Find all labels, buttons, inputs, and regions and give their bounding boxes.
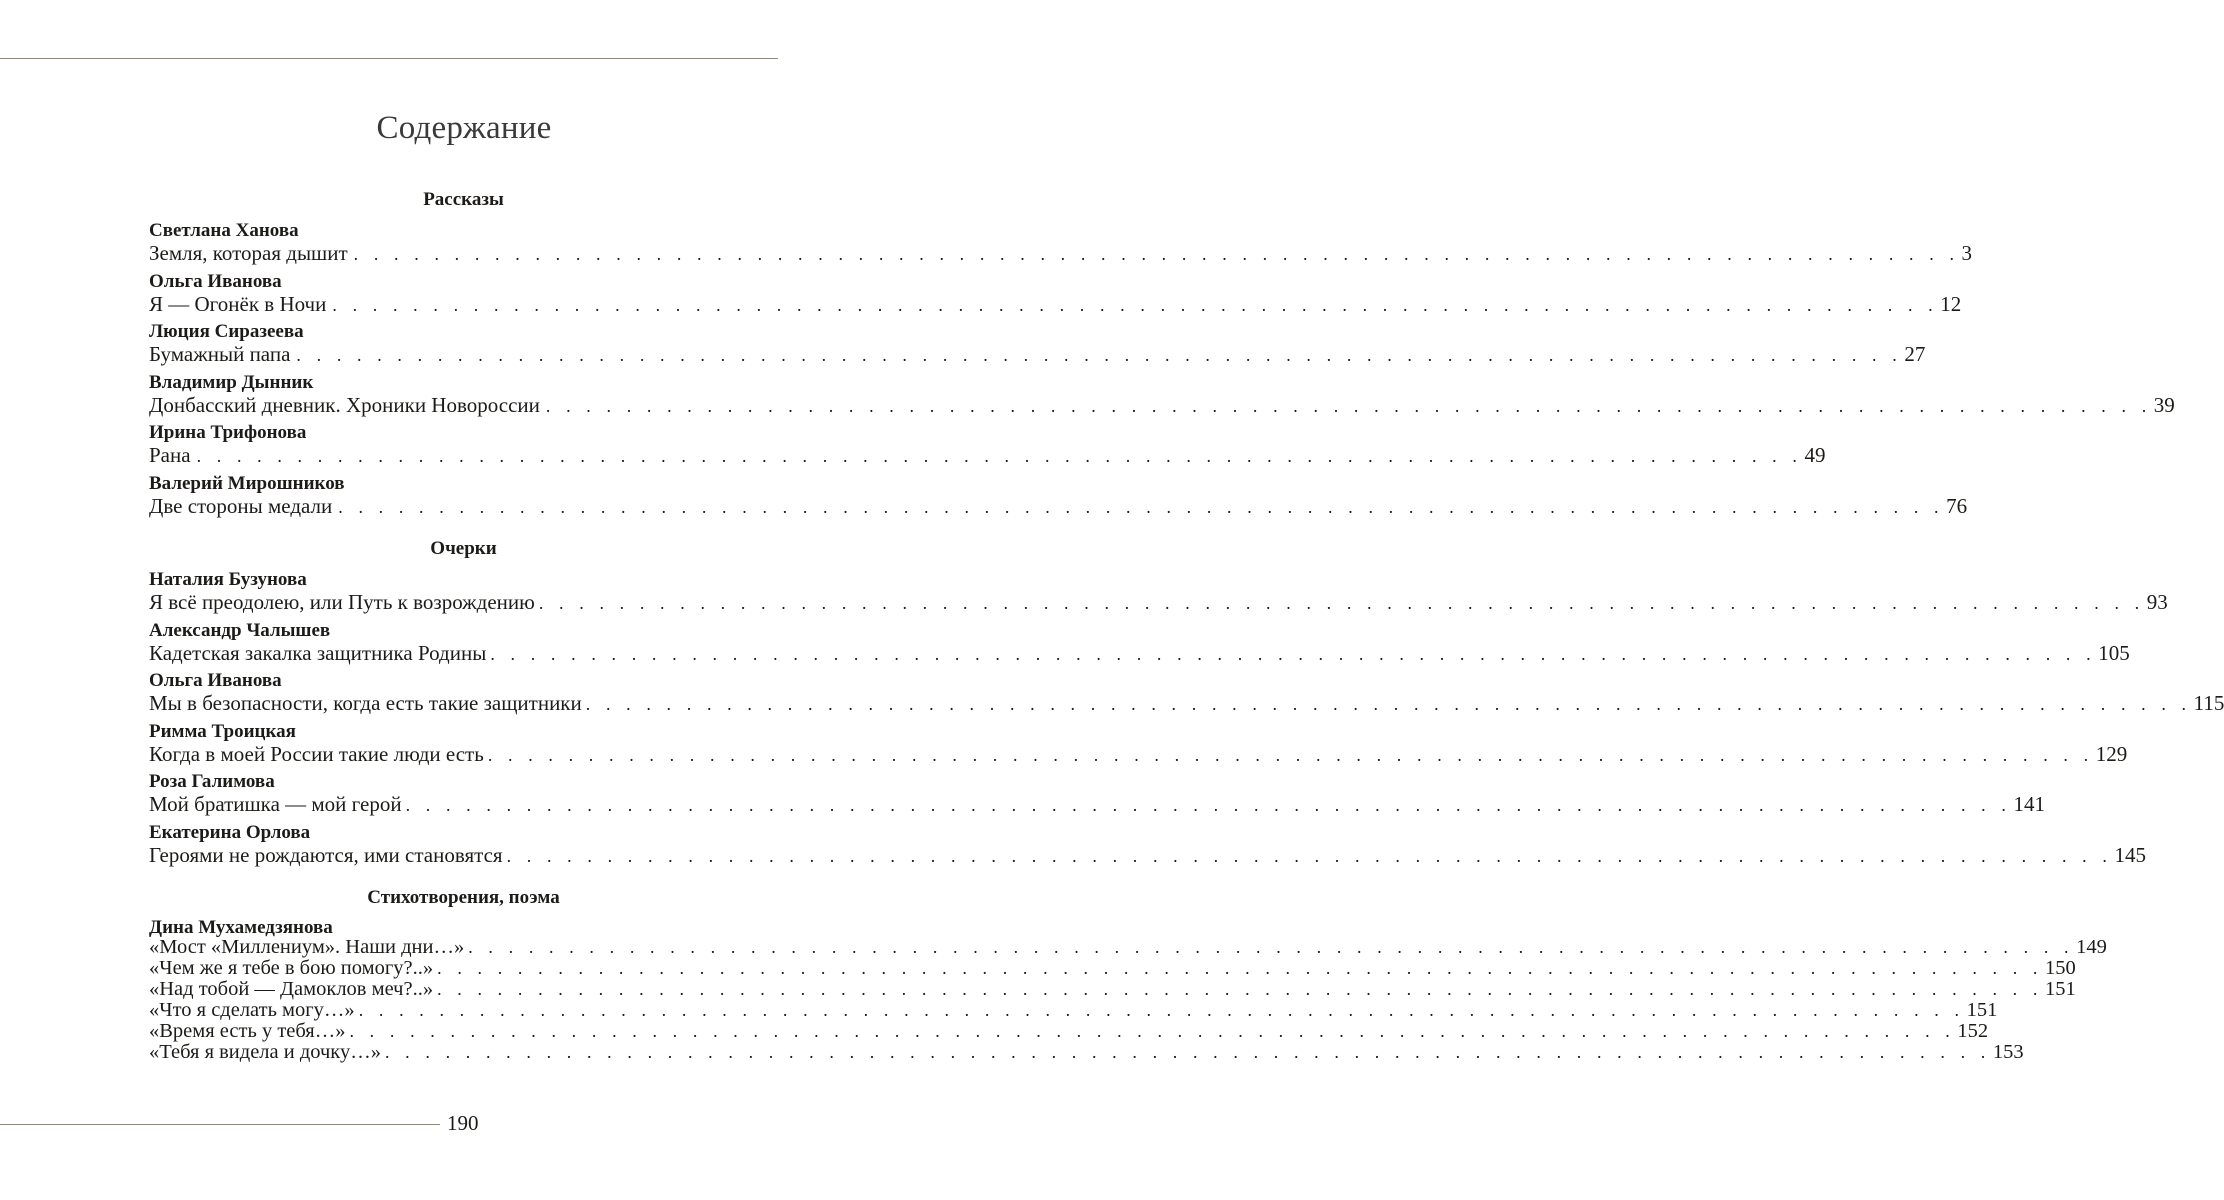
top-rule: [0, 58, 778, 59]
toc-entry-page: 27: [1904, 342, 1926, 366]
toc-author: Ольга Иванова: [149, 670, 282, 691]
leader-dots: . . . . . . . . . . . . . . . . . . . . . . . . . . . . . . . . . . . . . . . . . . . . . . . . . . . . . . . . . . . . . . . . . . . . . . . . . . . . . . . .: [349, 1021, 1956, 1041]
toc-entry-page: 151: [1966, 999, 1998, 1021]
toc-entry[interactable]: [149, 791, 2045, 817]
toc-author: Валерий Мирошников: [149, 473, 345, 494]
leader-dots: . . . . . . . . . . . . . . . . . . . . . . . . . . . . . . . . . . . . . . . . . . . . . . . . . . . . . . . . . . . . . . . . . . . . . . . . . . . . . . . .: [296, 345, 1903, 365]
toc-entry[interactable]: [149, 978, 2076, 1000]
toc-entry-page: 39: [2153, 393, 2175, 417]
toc-author: Александр Чалышев: [149, 620, 331, 641]
toc-author: Екатерина Орлова: [149, 822, 311, 843]
toc-entry[interactable]: [149, 442, 1826, 468]
toc-author: Римма Троицкая: [149, 721, 296, 742]
leader-dots: . . . . . . . . . . . . . . . . . . . . . . . . . . . . . . . . . . . . . . . . . . . . . . . . . . . . . . . . . . . . . . . . . . . . . . . . . . . . . . . .: [437, 958, 2044, 978]
toc-author: Ольга Иванова: [149, 271, 282, 292]
leader-dots: . . . . . . . . . . . . . . . . . . . . . . . . . . . . . . . . . . . . . . . . . . . . . . . . . . . . . . . . . . . . . . . . . . . . . . . . . . . . . . . .: [353, 244, 1960, 264]
toc-author: Роза Галимова: [149, 771, 275, 792]
toc-entry-page: 145: [2114, 843, 2146, 867]
toc-entry[interactable]: [149, 1020, 1989, 1042]
toc-entry[interactable]: [149, 493, 1968, 519]
toc-entry-page: 12: [1940, 292, 1962, 316]
toc-entry[interactable]: [149, 842, 2146, 868]
toc-entry[interactable]: [149, 957, 2076, 979]
toc-entry-title: Две стороны медали: [149, 494, 333, 518]
toc-entry[interactable]: [149, 936, 2107, 958]
toc-entry-title: «Время есть у тебя…»: [149, 1020, 346, 1042]
toc-entry-page: 129: [2095, 742, 2128, 766]
section-title: Рассказы: [423, 189, 504, 210]
toc-entry-title: Бумажный папа: [149, 342, 291, 366]
toc-entry-page: 152: [1957, 1020, 1989, 1042]
toc-entry[interactable]: [149, 291, 1962, 317]
leader-dots: . . . . . . . . . . . . . . . . . . . . . . . . . . . . . . . . . . . . . . . . . . . . . . . . . . . . . . . . . . . . . . . . . . . . . . . . . . . . . . . .: [538, 593, 2145, 613]
toc-entry-title: «Над тобой — Дамоклов меч?..»: [149, 978, 434, 1000]
leader-dots: . . . . . . . . . . . . . . . . . . . . . . . . . . . . . . . . . . . . . . . . . . . . . . . . . . . . . . . . . . . . . . . . . . . . . . . . . . . . . . . .: [196, 446, 1803, 466]
toc-entry-page: 141: [2013, 792, 2045, 816]
toc-entry[interactable]: [149, 640, 2130, 666]
toc-entry[interactable]: [149, 999, 1998, 1021]
toc-entry-title: Донбасский дневник. Хроники Новороссии: [149, 393, 540, 417]
page-title: Содержание: [376, 110, 552, 146]
leader-dots: . . . . . . . . . . . . . . . . . . . . . . . . . . . . . . . . . . . . . . . . . . . . . . . . . . . . . . . . . . . . . . . . . . . . . . . . . . . . . . . .: [384, 1042, 1991, 1062]
toc-author: Наталия Бузунова: [149, 569, 307, 590]
page-number: 190: [447, 1111, 479, 1135]
leader-dots: . . . . . . . . . . . . . . . . . . . . . . . . . . . . . . . . . . . . . . . . . . . . . . . . . . . . . . . . . . . . . . . . . . . . . . . . . . . . . . . .: [487, 745, 2094, 765]
toc-author: Владимир Дынник: [149, 372, 314, 393]
bottom-rule: [0, 1124, 440, 1125]
toc-entry[interactable]: [149, 240, 1973, 266]
leader-dots: . . . . . . . . . . . . . . . . . . . . . . . . . . . . . . . . . . . . . . . . . . . . . . . . . . . . . . . . . . . . . . . . . . . . . . . . . . . . . . . .: [358, 1000, 1965, 1020]
toc-entry-title: Когда в моей России такие люди есть: [149, 742, 484, 766]
leader-dots: . . . . . . . . . . . . . . . . . . . . . . . . . . . . . . . . . . . . . . . . . . . . . . . . . . . . . . . . . . . . . . . . . . . . . . . . . . . . . . . .: [338, 497, 1945, 517]
toc-entry[interactable]: [149, 589, 2168, 615]
toc-entry-page: 115: [2193, 691, 2224, 715]
toc-entry[interactable]: [149, 341, 1926, 367]
toc-entry-page: 105: [2098, 641, 2130, 665]
toc-entry[interactable]: [149, 741, 2128, 767]
leader-dots: . . . . . . . . . . . . . . . . . . . . . . . . . . . . . . . . . . . . . . . . . . . . . . . . . . . . . . . . . . . . . . . . . . . . . . . . . . . . . . . .: [437, 979, 2043, 999]
toc-entry-title: Мы в безопасности, когда есть такие защитники: [149, 691, 582, 715]
section-title: Очерки: [430, 538, 497, 559]
leader-dots: . . . . . . . . . . . . . . . . . . . . . . . . . . . . . . . . . . . . . . . . . . . . . . . . . . . . . . . . . . . . . . . . . . . . . . . . . . . . . . . .: [585, 694, 2192, 714]
toc-entry-title: Мой братишка — мой герой: [149, 792, 402, 816]
toc-entry-title: «Чем же я тебе в бою помогу?..»: [149, 957, 434, 979]
toc-entry[interactable]: [149, 690, 2224, 716]
leader-dots: . . . . . . . . . . . . . . . . . . . . . . . . . . . . . . . . . . . . . . . . . . . . . . . . . . . . . . . . . . . . . . . . . . . . . . . . . . . . . . . .: [468, 937, 2075, 957]
toc-entry-page: 93: [2146, 590, 2168, 614]
toc-author: Светлана Ханова: [149, 220, 299, 241]
toc-entry-title: Я — Огонёк в Ночи: [149, 292, 327, 316]
toc-entry-title: «Мост «Миллениум». Наши дни…»: [149, 936, 465, 958]
leader-dots: . . . . . . . . . . . . . . . . . . . . . . . . . . . . . . . . . . . . . . . . . . . . . . . . . . . . . . . . . . . . . . . . . . . . . . . . . . . . . . . .: [490, 644, 2097, 664]
toc-entry-title: «Что я сделать могу…»: [149, 999, 355, 1021]
section-title: Стихотворения, поэма: [367, 887, 560, 908]
leader-dots: . . . . . . . . . . . . . . . . . . . . . . . . . . . . . . . . . . . . . . . . . . . . . . . . . . . . . . . . . . . . . . . . . . . . . . . . . . . . . . . .: [332, 295, 1939, 315]
toc-entry-title: Кадетская закалка защитника Родины: [149, 641, 487, 665]
leader-dots: . . . . . . . . . . . . . . . . . . . . . . . . . . . . . . . . . . . . . . . . . . . . . . . . . . . . . . . . . . . . . . . . . . . . . . . . . . . . . . . .: [545, 396, 2152, 416]
toc-entry-page: 76: [1946, 494, 1968, 518]
toc-entry-title: Земля, которая дышит: [149, 241, 348, 265]
toc-entry-title: Рана: [149, 443, 191, 467]
leader-dots: . . . . . . . . . . . . . . . . . . . . . . . . . . . . . . . . . . . . . . . . . . . . . . . . . . . . . . . . . . . . . . . . . . . . . . . . . . . . . . . .: [506, 846, 2113, 866]
toc-entry-page: 150: [2045, 957, 2076, 979]
toc-entry[interactable]: [149, 1041, 2024, 1063]
leader-dots: . . . . . . . . . . . . . . . . . . . . . . . . . . . . . . . . . . . . . . . . . . . . . . . . . . . . . . . . . . . . . . . . . . . . . . . . . . . . . . . .: [405, 795, 2012, 815]
toc-entry-title: Я всё преодолею, или Путь к возрождению: [149, 590, 535, 614]
toc-entry-title: «Тебя я видела и дочку…»: [149, 1041, 381, 1063]
toc-entry-page: 151: [2044, 978, 2076, 1000]
toc-entry[interactable]: [149, 392, 2175, 418]
toc-entry-page: 153: [1992, 1041, 2024, 1063]
toc-entry-page: 3: [1961, 241, 1973, 265]
toc-entry-title: Героями не рождаются, ими становятся: [149, 843, 503, 867]
toc-entry-page: 149: [2076, 936, 2107, 958]
toc-author: Люция Сиразеева: [149, 321, 304, 342]
toc-entry-page: 49: [1804, 443, 1826, 467]
toc-author: Ирина Трифонова: [149, 422, 307, 443]
toc-author: Дина Мухамедзянова: [149, 917, 333, 938]
